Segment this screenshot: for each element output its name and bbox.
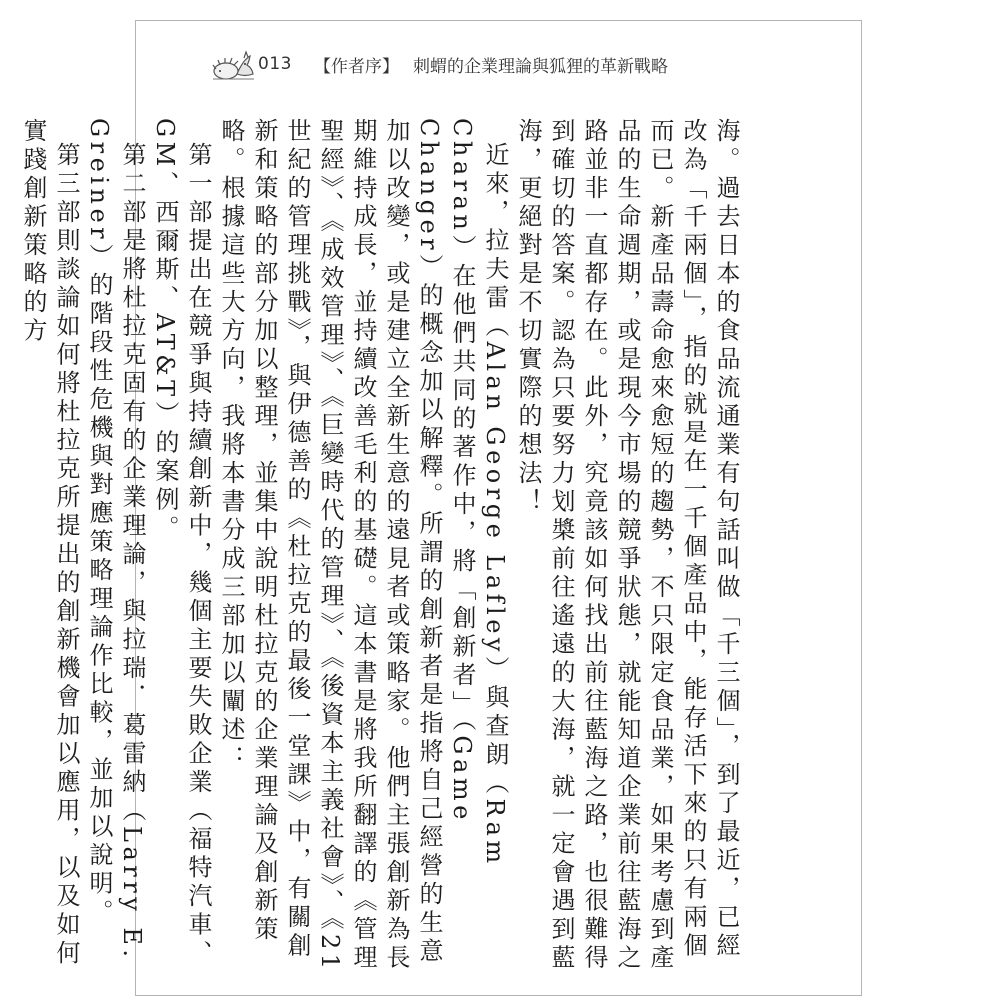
- section-label: 【作者序】: [313, 56, 399, 77]
- paragraph: 近來，拉夫雷（Alan George Lafley）與查朗（Ram Charan）在他們共同的著作中，將「創新者」（Game Changer）的概念加以解釋。所謂的創新者是指將自己經營的生意加以改變，或是建立全新生意的遠見者或策略家。他們主張創新為長期維持成長，並持續改善毛利的基礎。這本書是將我所翻譯的《管理聖經》、《成效管理》、《巨變時代的管理》、《後資本主義社會》、《21世紀的管理挑戰》，與伊德善的《杜拉克的最後一堂課》中，有關創新和策略的部分加以整理，並集中說明杜拉克的企業理論及創新策略。根據這些大方向，我將本書分成三部加以闡述：: [217, 118, 509, 974]
- paragraph: 第三部則談論如何將杜拉克所提出的創新機會加以應用，以及如何實踐創新策略的方: [19, 118, 80, 969]
- vertical-body-text: [19, 118, 742, 978]
- page-header: [210, 44, 668, 84]
- page-number: 013: [258, 54, 292, 74]
- paragraph: 第一部提出在競爭與持續創新中，幾個主要失敗企業（福特汽車、GM、西爾斯、AT&T）的案例。: [151, 118, 212, 969]
- chapter-title: 刺蝟的企業理論與狐狸的革新戰略: [412, 56, 668, 77]
- paragraph: 第二部是將杜拉克固有的企業理論，與拉瑞．葛雷納（Larry E. Greiner）的階段性危機與對應策略理論作比較，並加以說明。: [85, 118, 146, 962]
- paragraph-continued: 海。過去日本的食品流通業有句話叫做「千三個」，到了最近，已經改為「千兩個」，指的就是在一千個產品中，能存活下來的只有兩個而已。新產品壽命愈來愈短的趨勢，不只限定食品業，如果考慮到產品的生命週期，或是現今市場的競爭狀態，就能知道企業前往藍海之路並非一直都存在。此外，究竟該如何找出前往藍海之路，也很難得到確切的答案。認為只要努力划槳前往遙遠的大海，就一定會遇到藍海，更絕對是不切實際的想法！: [514, 118, 740, 973]
- hedgehog-fox-logo-icon: [210, 44, 256, 84]
